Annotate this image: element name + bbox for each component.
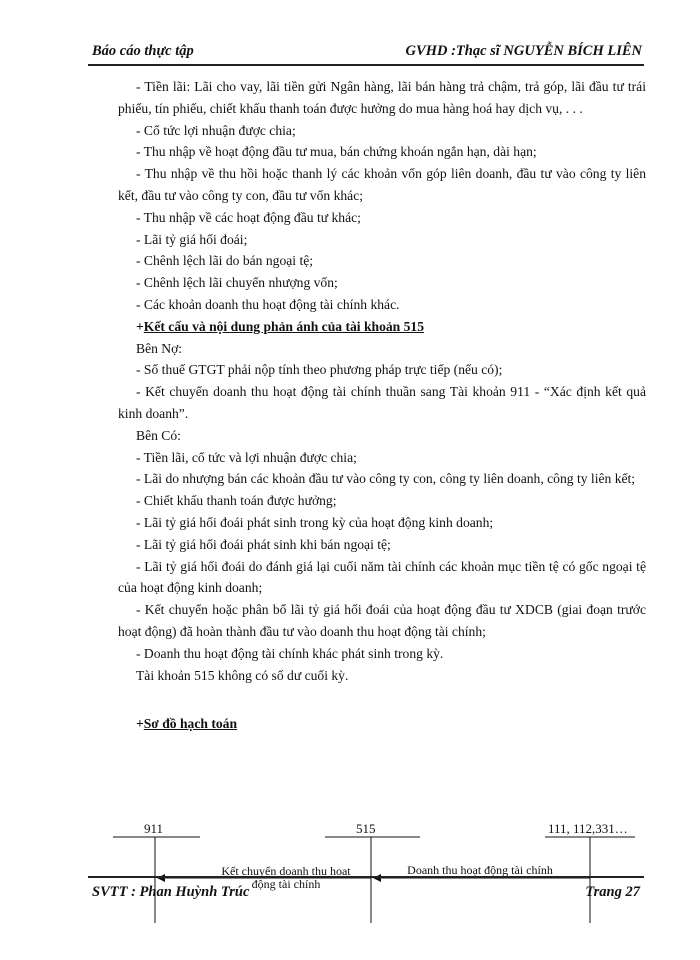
flow-label-transfer-line2: động tài chính [251, 877, 321, 891]
footer-page-number: Trang 27 [585, 884, 640, 900]
paragraph-vat: - Số thuế GTGT phải nộp tính theo phương pháp trực tiếp (nếu có); [136, 362, 503, 378]
paragraph-transfer-911: - Kết chuyển doanh thu hoạt động tài chính thuần sang Tài khoản 911 - “Xác định kết quả kinh doanh”. [118, 384, 646, 421]
credit-side-label: Bên Có: [136, 427, 181, 443]
debit-side-label: Bên Nợ: [136, 340, 183, 356]
account-111-label: 111, 112,331… [548, 821, 628, 836]
section-title-structure: Kết cấu và nội dung phản ánh của tài khoản 515 [143, 318, 425, 334]
footer-student: SVTT : Phan Huỳnh Trúc [92, 884, 250, 900]
paragraph-other-investment: - Thu nhập về các hoạt động đầu tư khác; [136, 209, 361, 225]
account-911-label: 911 [144, 821, 164, 836]
page-footer [88, 876, 644, 906]
page-header [88, 38, 644, 66]
paragraph-discount: - Chiết khấu thanh toán được hưởng; [136, 493, 337, 509]
section-heading-structure [118, 316, 646, 338]
paragraph-fx-gain: - Lãi tỷ giá hối đoái; [136, 231, 248, 247]
flow-label-transfer-line1: Kết chuyển doanh thu hoat [221, 864, 351, 878]
paragraph-fx-sale: - Chênh lệch lãi do bán ngoại tệ; [136, 253, 314, 269]
section-prefix: + [136, 318, 144, 334]
paragraph-fx-revaluation: - Lãi tỷ giá hối đoái do đánh giá lại cuối năm tài chính các khoản mục tiền tệ có gốc ngoại tệ của hoạt động kinh doanh; [118, 558, 646, 596]
header-report-title: Báo cáo thực tập [92, 43, 194, 59]
paragraph-fx-period: - Lãi tỷ giá hối đoái phát sinh trong kỳ của hoạt động kinh doanh; [136, 514, 494, 530]
paragraph-fx-selling: - Lãi tỷ giá hối đoái phát sinh khi bán ngoại tệ; [136, 536, 391, 552]
paragraph-dividends: - Cổ tức lợi nhuận được chia; [136, 122, 296, 138]
paragraph-interest: - Tiền lãi: Lãi cho vay, lãi tiền gửi Ngân hàng, lãi bán hàng trả chậm, trả góp, lãi đầu tư trái phiếu, tín phiếu, chiết khấu thanh toán được hưởng do mua hàng hoá hay dịch vụ, . . . [118, 79, 646, 116]
section-prefix: + [136, 716, 144, 732]
paragraph-capital-transfer: - Chênh lệch lãi chuyển nhượng vốn; [136, 275, 338, 291]
paragraph-other-financial: - Doanh thu hoạt động tài chính khác phát sinh trong kỳ. [136, 645, 444, 661]
paragraph-fx-xdcb: - Kết chuyển hoặc phân bổ lãi tỷ giá hối đoái của hoạt động đầu tư XDCB (giai đoạn trước hoạt động) đã hoàn thành đầu tư vào doanh thu hoạt động tài chính; [118, 602, 646, 639]
account-515-label: 515 [356, 821, 376, 836]
paragraph-interest-dividends: - Tiền lãi, cổ tức và lợi nhuận được chia; [136, 449, 357, 465]
document-body [118, 76, 646, 735]
header-advisor: GVHD :Thạc sĩ NGUYỄN BÍCH LIÊN [405, 43, 642, 59]
section-title-diagram: Sơ đồ hạch toán [143, 716, 238, 732]
flow-label-revenue: Doanh thu hoạt động tài chính [407, 863, 553, 877]
paragraph-securities: - Thu nhập về hoạt động đầu tư mua, bán chứng khoán ngắn hạn, dài hạn; [136, 144, 537, 160]
section-heading-diagram [118, 713, 646, 735]
paragraph-capital-recovery: - Thu nhập về thu hồi hoặc thanh lý các khoản vốn góp liên doanh, đầu tư vào công ty liên kết, đầu tư vào công ty con, đầu tư vốn khác; [118, 166, 646, 203]
accounting-diagram [0, 815, 700, 935]
paragraph-other-revenue: - Các khoản doanh thu hoạt động tài chính khác. [136, 296, 400, 312]
paragraph-investment-sale: - Lãi do nhượng bán các khoản đầu tư vào công ty con, công ty liên doanh, công ty liên kết; [136, 471, 636, 487]
paragraph-no-balance: Tài khoản 515 không có số dư cuối kỳ. [136, 667, 349, 683]
